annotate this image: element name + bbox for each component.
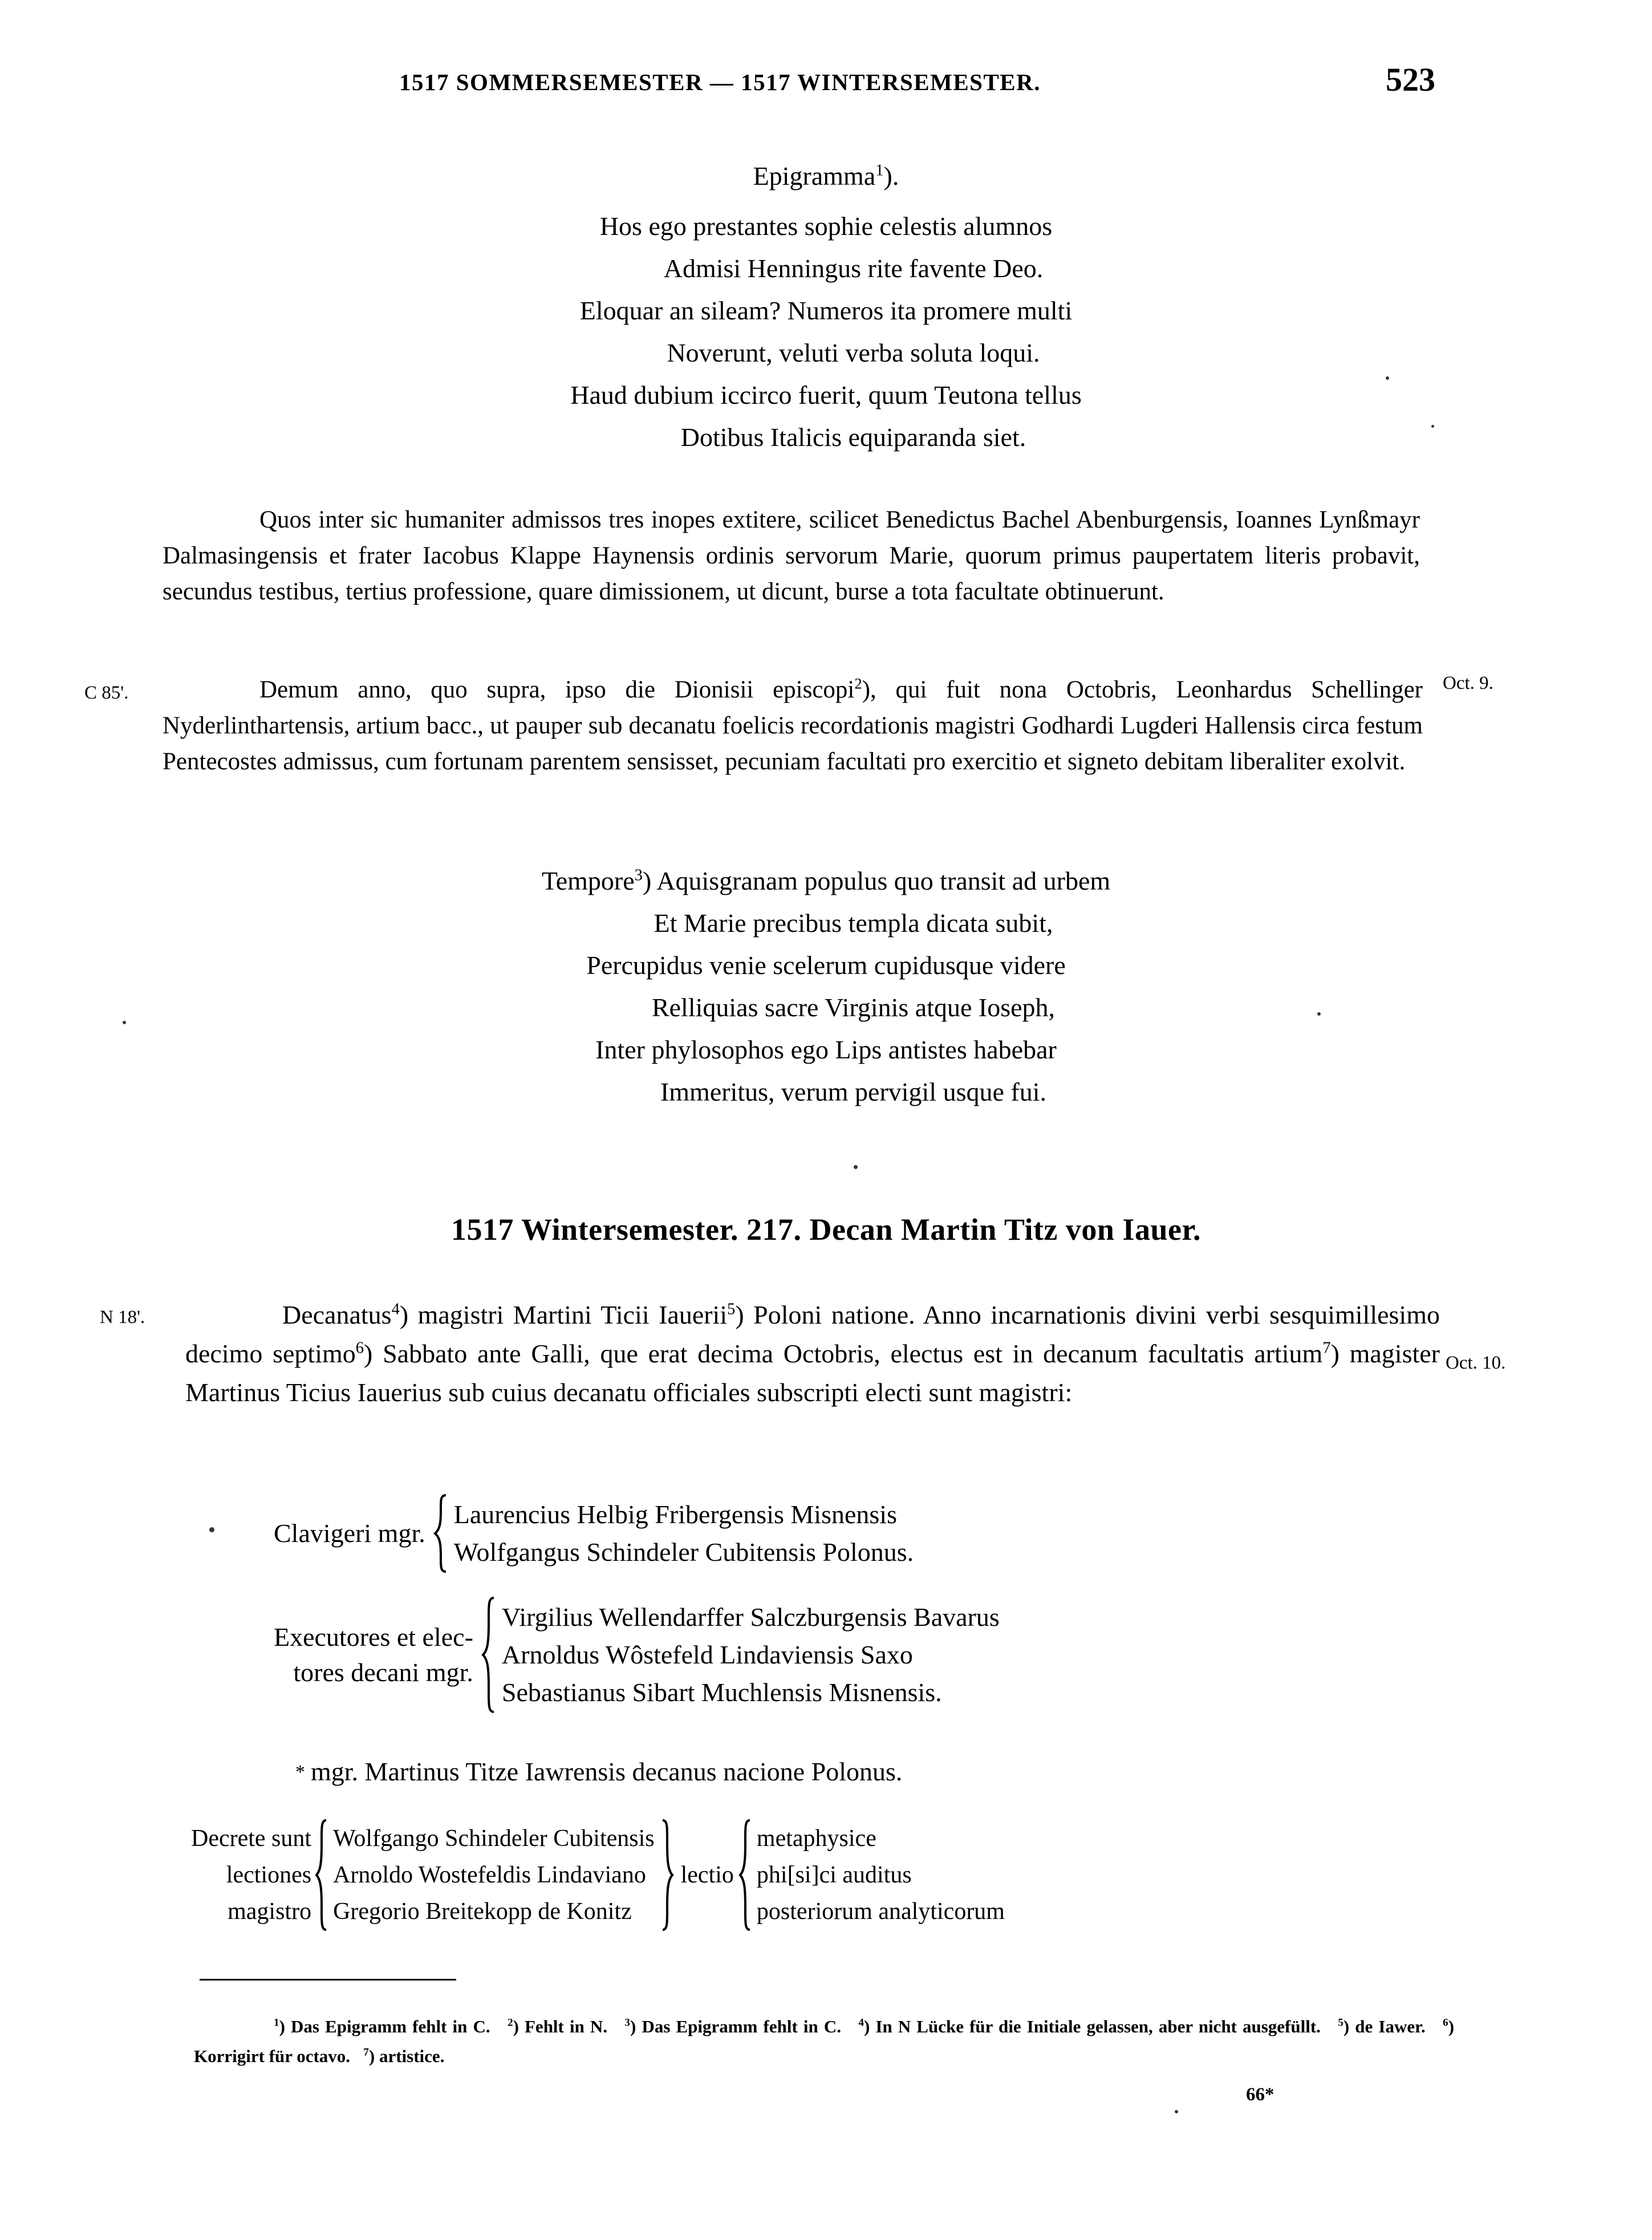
footnote-marker-4: 4	[858, 2016, 864, 2029]
verse-line: Eloquar an sileam? Numeros ita promere multi	[579, 296, 1073, 325]
footnote-separator	[200, 1979, 456, 1981]
footnote-ref-2: 2	[854, 675, 862, 692]
left-brace-icon	[433, 1494, 448, 1573]
page-number: 523	[1386, 61, 1435, 98]
verse-line: Et Marie precibus templa dicata subit,	[654, 908, 1053, 938]
footnote-text-5: ) de Iawer.	[1343, 2016, 1426, 2036]
list-item: Sebastianus Sibart Muchlensis Misnensis.	[501, 1678, 942, 1707]
verse-line: Dotibus Italicis equiparanda siet.	[680, 423, 1026, 452]
decanatus-part1: Decanatus	[282, 1300, 392, 1329]
decanus-line	[295, 1756, 902, 1787]
right-brace-icon	[660, 1819, 675, 1931]
scan-speck	[1317, 1012, 1321, 1016]
footnote-ref-4: 4	[391, 1300, 400, 1318]
footnote-text-4: ) In N Lücke	[863, 2016, 964, 2036]
executores-items	[496, 1598, 1000, 1711]
verse-line: Percupidus venie scelerum cupidusque videre	[586, 951, 1066, 980]
left-brace-icon	[315, 1819, 330, 1931]
footnote-marker-2: 2	[507, 2016, 513, 2029]
decrete-label-line: Decrete sunt	[191, 1825, 312, 1852]
scan-speck	[1431, 425, 1434, 428]
decrete-lectiones-table	[191, 1819, 1005, 1931]
margin-note-oct9: Oct. 9.	[1443, 673, 1493, 693]
executores-label-line: tores decani mgr.	[293, 1658, 473, 1687]
footnote-text-6: ) Korrigirt für octavo.	[194, 2016, 1455, 2066]
decanus-line-text: mgr. Martinus Titze Iawrensis decanus nacione Polonus.	[311, 1757, 903, 1786]
footnote-ref-6: 6	[355, 1339, 364, 1357]
verse-line: Immeritus, verum pervigil usque fui.	[660, 1077, 1047, 1106]
footnote-ref-7: 7	[1322, 1339, 1331, 1357]
footnote-text-2: ) Fehlt in N.	[513, 2016, 608, 2036]
list-item: Virgilius Wellendarffer Salczburgensis Bavarus	[501, 1602, 1000, 1632]
footnote-marker-7: 7	[363, 2046, 369, 2059]
footnote-marker-1: 1	[274, 2016, 279, 2029]
clavigeri-items	[448, 1496, 914, 1571]
paragraph-quos-text: Quos inter sic humaniter admissos tres inopes extitere, scilicet Benedictus Bachel Abenburgensis, Ioannes Lynßmayr Dalmasingensis et frater Iacobus Klappe Haynensis ordinis servorum Marie, quorum primus paupertatem literis probavit, secundus testibus, tertius professione, quare dimissionem, ut dicunt, burse a tota facultate obtinuerunt.	[163, 506, 1420, 605]
verse-line: Haud dubium iccirco fuerit, quum Teutona tellus	[570, 380, 1082, 409]
margin-note-n18: N 18'.	[100, 1307, 145, 1328]
paragraph-quos	[163, 502, 1420, 610]
decrete-subjects-column	[757, 1820, 1005, 1930]
scan-speck	[1386, 376, 1389, 380]
left-brace-icon	[481, 1597, 496, 1713]
decrete-names-column	[333, 1820, 655, 1930]
footnotes-block	[194, 2012, 1454, 2071]
running-head	[0, 61, 1652, 103]
executores-label	[274, 1620, 481, 1690]
verse-line: Hos ego prestantes sophie celestis alumnos	[599, 212, 1053, 241]
clavigeri-label-text: Clavigeri mgr.	[274, 1519, 425, 1548]
tempore-poem	[0, 860, 1652, 1113]
scan-speck	[1175, 2110, 1178, 2113]
footnote-ref-5: 5	[727, 1300, 736, 1318]
clavigeri-label	[274, 1516, 433, 1551]
section-heading-wintersemester: 1517 Wintersemester. 217. Decan Martin Titz von Iauer.	[451, 1212, 1201, 1247]
list-item: Wolfgangus Schindeler Cubitensis Polonus.	[453, 1537, 914, 1567]
epigram-caption	[0, 157, 1652, 195]
paragraph-decanatus	[185, 1296, 1440, 1412]
decrete-label-column	[191, 1820, 311, 1930]
decanatus-part2: ) magistri Martini Ticii Iauerii	[399, 1300, 728, 1329]
table-row: metaphysice	[756, 1825, 876, 1852]
executores-label-line: Executores et elec-	[274, 1622, 473, 1651]
decrete-label-line: lectiones	[226, 1862, 312, 1888]
footnote-text-3: ) Das Epigramm fehlt in C.	[630, 2016, 842, 2036]
asterisk-icon: *	[295, 1762, 305, 1783]
epigram-verse	[0, 205, 1652, 458]
clavigeri-group	[274, 1494, 914, 1573]
epigram-caption-text: Epigramma	[753, 161, 876, 190]
list-item: Laurencius Helbig Fribergensis Misnensis	[453, 1500, 897, 1529]
verse-line: Inter phylosophos ego Lips antistes habebar	[595, 1035, 1057, 1064]
table-row: Wolfgango Schindeler Cubitensis	[333, 1825, 655, 1852]
footnote-text-1: ) Das Epigramm fehlt in C.	[279, 2016, 490, 2036]
epigram-caption-tail: ).	[883, 161, 899, 190]
footnote-marker-6: 6	[1443, 2016, 1448, 2029]
decrete-middle-word: lectio	[680, 1862, 734, 1888]
margin-note-oct10: Oct. 10.	[1446, 1353, 1506, 1373]
signature-mark: 66*	[1246, 2084, 1274, 2105]
scan-speck	[123, 1021, 126, 1024]
decanatus-part3: ) Poloni natione. Anno incarnationis divini verbi sesquimillesimo decimo septimo	[185, 1300, 1440, 1368]
left-brace-icon	[738, 1819, 753, 1931]
scan-speck	[854, 1165, 858, 1169]
footnote-continuation: für die Initiale gelassen, aber nicht ausgefüllt.	[969, 2016, 1321, 2036]
decanatus-part4: ) Sabbato ante Galli, que erat decima Octobris, electus est in decanum facultatis artium	[364, 1339, 1323, 1368]
footnote-text-7: ) artistice.	[368, 2046, 445, 2066]
paragraph-demum-part1: Demum anno, quo supra, ipso die Dionisii episcopi	[259, 676, 855, 703]
decrete-label-line: magistro	[228, 1898, 312, 1925]
scan-speck	[209, 1527, 214, 1532]
table-row: posteriorum analyticorum	[756, 1898, 1005, 1925]
paragraph-demum-part2: ), qui fuit nona Octobris, Leonhardus Schellinger Nyderlinthartensis, artium bacc., ut pauper sub decanatu foelicis recordationis magistri Godhardi Lugderi Hallensis circa festum Pentecostes admissus, cum fortunam parentem sensisset, pecuniam facultati pro exercitio et signeto debitam liberaliter exolvit.	[163, 676, 1423, 775]
decanatus-part5: ) magister Martinus Ticius Iauerius sub cuius decanatu officiales subscripti electi sunt magistri:	[185, 1339, 1440, 1407]
tempore-first-word: Tempore	[541, 866, 635, 895]
footnote-marker-3: 3	[624, 2016, 631, 2029]
table-row: Arnoldo Wostefeldis Lindaviano	[333, 1862, 646, 1888]
footnote-ref-3: 3	[634, 866, 643, 884]
verse-line	[0, 860, 1652, 902]
table-row: Gregorio Breitekopp de Konitz	[333, 1898, 632, 1925]
verse-line: Admisi Henningus rite favente Deo.	[663, 254, 1044, 283]
table-row: phi[si]ci auditus	[756, 1862, 912, 1888]
tempore-first-tail: ) Aquisgranam populus quo transit ad urbem	[642, 866, 1111, 895]
executores-group	[274, 1597, 1000, 1713]
footnote-ref-1: 1	[875, 161, 884, 180]
verse-line: Relliquias sacre Virginis atque Ioseph,	[651, 993, 1056, 1022]
verse-line: Noverunt, veluti verba soluta loqui.	[667, 338, 1040, 367]
footnote-marker-5: 5	[1338, 2016, 1343, 2029]
list-item: Arnoldus Wôstefeld Lindaviensis Saxo	[501, 1640, 913, 1669]
paragraph-demum	[163, 672, 1423, 780]
running-head-title: 1517 SOMMERSEMESTER — 1517 WINTERSEMESTER.	[399, 69, 1041, 95]
margin-note-c85: C 85'.	[84, 683, 129, 703]
